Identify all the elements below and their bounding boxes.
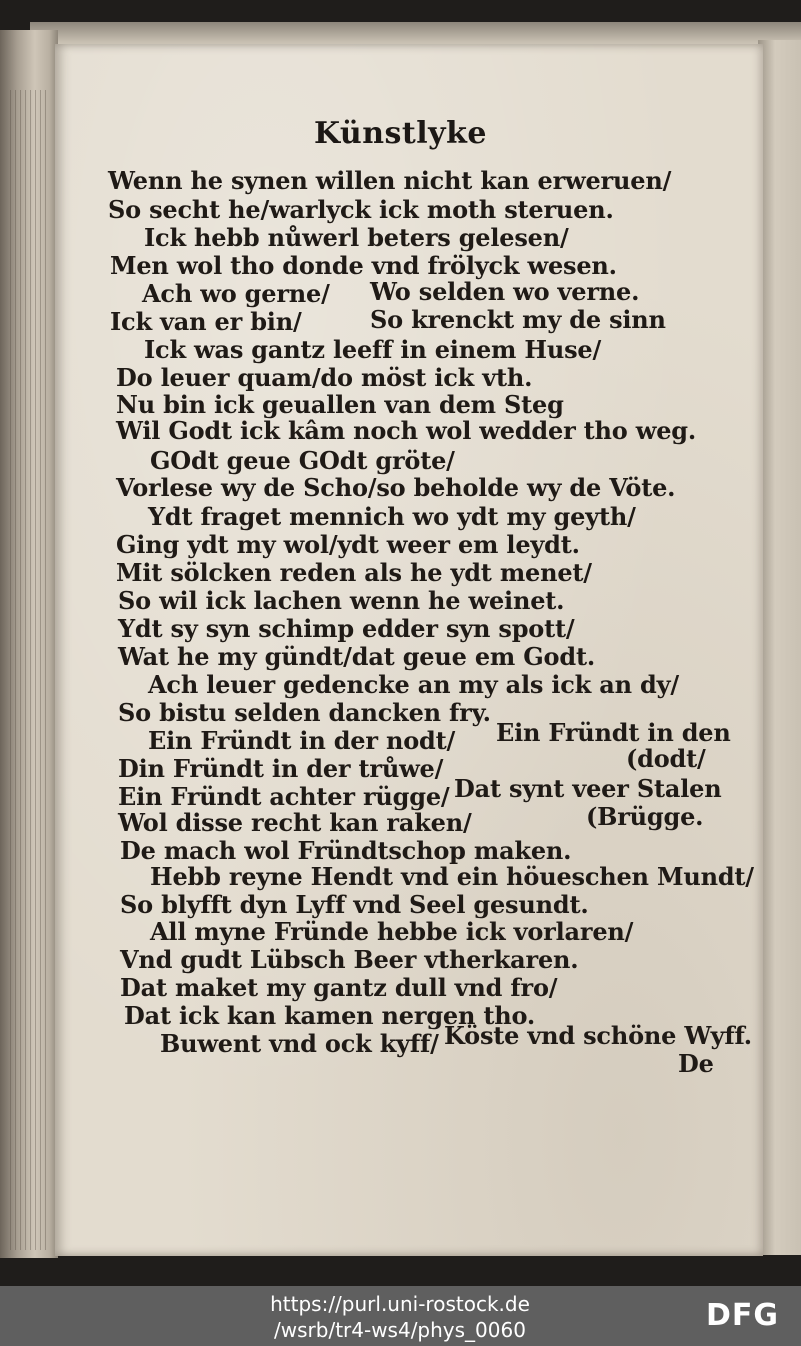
running-head: Künstlyke [314,116,487,151]
text-line: Ick was gantz leeff in einem Huse/ [144,335,602,364]
text-line: (dodt/ [626,744,706,773]
book-spine [0,30,58,1258]
text-line: Mit sölcken reden als he ydt menet/ [116,558,592,587]
text-line: So wil ick lachen wenn he weinet. [118,586,565,615]
dfg-logo: DFG [706,1298,780,1333]
facing-page-edge [758,40,801,1255]
text-line: So blyfft dyn Lyff vnd Seel gesundt. [120,890,589,919]
text-line: Ach leuer gedencke an my als ick an dy/ [148,670,679,699]
text-line: Wol disse recht kan raken/ [118,808,472,837]
text-line: Wat he my gündt/dat geue em Godt. [118,642,595,671]
text-line: Ging ydt my wol/ydt weer em leydt. [116,530,580,559]
text-line: So secht he/warlyck ick moth steruen. [108,195,614,224]
text-line: Köste vnd schöne Wyff. [444,1021,752,1050]
text-line: De mach wol Fründtschop maken. [120,836,572,865]
text-line: Ein Fründt achter rügge/ [118,782,450,811]
text-line: Do leuer quam/do möst ick vth. [116,363,533,392]
text-line: Din Fründt in der trůwe/ [118,754,444,783]
text-line: Wil Godt ick kâm noch wol wedder tho weg. [116,416,697,445]
text-line: Ick hebb nůwerl beters gelesen/ [144,223,569,252]
text-line: Ach wo gerne/ [142,279,330,308]
text-line: All myne Fründe hebbe ick vorlaren/ [150,917,634,946]
text-line: Vnd gudt Lübsch Beer vtherkaren. [120,945,579,974]
text-line: Wo selden wo verne. [370,277,640,306]
text-line: Men wol tho donde vnd frölyck wesen. [110,251,617,280]
text-line: Hebb reyne Hendt vnd ein höueschen Mundt/ [150,862,754,891]
text-line: Dat maket my gantz dull vnd fro/ [120,973,558,1002]
text-line: Ein Fründt in den [496,718,731,747]
text-line: Dat ick kan kamen nergen tho. [124,1001,536,1030]
text-line: Nu bin ick geuallen van dem Steg [116,390,564,419]
text-line: (Brügge. [586,802,704,831]
permalink-line-1[interactable]: https://purl.uni-rostock.de [270,1292,530,1316]
text-line: Ein Fründt in der nodt/ [148,726,456,755]
text-line: Buwent vnd ock kyff/ [160,1029,439,1058]
permalink-line-2[interactable]: /wsrb/tr4-ws4/phys_0060 [274,1318,526,1342]
text-line: Ydt sy syn schimp edder syn spott/ [118,614,575,643]
text-line: Ydt fraget mennich wo ydt my geyth/ [148,502,636,531]
spine-page-edges [10,90,50,1250]
catchword: De [678,1049,714,1078]
text-line: Ick van er bin/ [110,307,302,336]
text-line: Wenn he synen willen nicht kan erweruen/ [108,166,672,195]
text-line: GOdt geue GOdt gröte/ [150,446,455,475]
text-line: Vorlese wy de Scho/so beholde wy de Vöte. [116,473,676,502]
text-line: Dat synt veer Stalen [454,774,722,803]
text-line: So krenckt my de sinn [370,305,666,334]
text-line: So bistu selden dancken fry. [118,698,491,727]
